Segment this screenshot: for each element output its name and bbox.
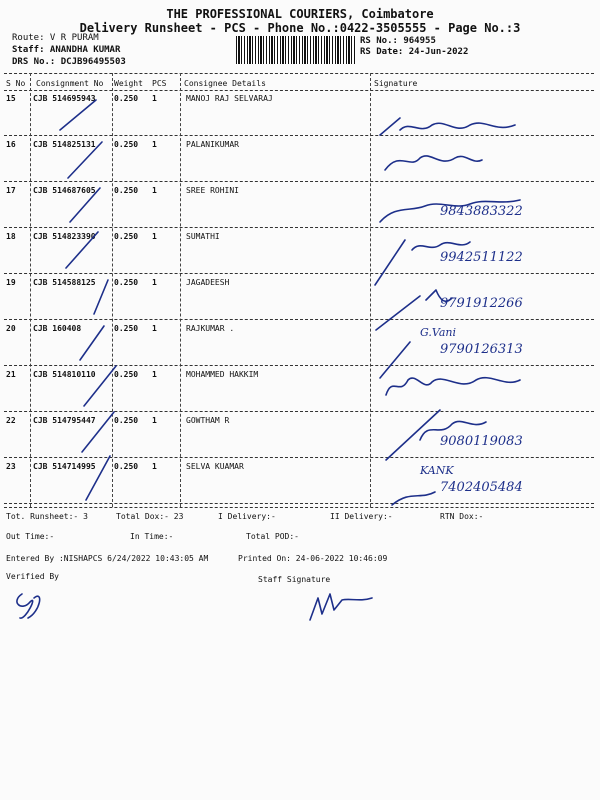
ii-delivery: II Delivery:-: [330, 512, 393, 521]
i-delivery: I Delivery:-: [218, 512, 276, 521]
row-sno: 19: [6, 278, 16, 287]
total-pod: Total POD:-: [246, 532, 299, 541]
entered-by: Entered By :NISHAPCS 6/24/2022 10:43:05 AM: [6, 554, 209, 563]
row-weight: 0.250: [114, 232, 139, 241]
row-consignment: CJB 514825131: [33, 140, 96, 149]
row-consignee: MOHAMMED HAKKIM: [186, 370, 259, 379]
row-sno: 17: [6, 186, 16, 195]
tick-mark: [70, 188, 100, 222]
row-sno: 15: [6, 94, 16, 103]
runsheet-subtitle: Delivery Runsheet - PCS - Phone No.:0422-3505555 - Page No.:3: [79, 21, 521, 35]
row-sno: 21: [6, 370, 16, 379]
row-consignment: CJB 514795447: [33, 416, 96, 425]
row-consignee: MANOJ RAJ SELVARAJ: [186, 94, 273, 103]
tick-mark: [66, 232, 98, 268]
row-pcs: 1: [152, 140, 157, 149]
row-sno: 23: [6, 462, 16, 471]
total-runsheet: Tot. Runsheet:- 3: [6, 512, 88, 521]
row-consignment: CJB 514810110: [33, 370, 96, 379]
total-dox: Total Dox:- 23: [116, 512, 184, 521]
row-sno: 20: [6, 324, 16, 333]
handwritten-signature-text: G.Vani: [420, 326, 456, 339]
handwritten-signature-text: KANK: [420, 464, 454, 477]
row-weight: 0.250: [114, 140, 139, 149]
row-weight: 0.250: [114, 186, 139, 195]
table-bottom-rule: [4, 507, 594, 508]
signature-16b: [385, 156, 482, 170]
printed-on: Printed On: 24-06-2022 10:46:09: [238, 554, 388, 563]
row-consignment: CJB 514687605: [33, 186, 96, 195]
out-time: Out Time:-: [6, 532, 55, 541]
row-consignee: SREE ROHINI: [186, 186, 239, 195]
handwritten-phone: 9080119083: [440, 434, 523, 449]
row-consignee: SELVA KUAMAR: [186, 462, 244, 471]
row-consignment: CJB 514714995: [33, 462, 96, 471]
row-sno: 18: [6, 232, 16, 241]
row-consignment: CJB 160408: [33, 324, 82, 333]
row-consignment: CJB 514588125: [33, 278, 96, 287]
col-header-pcs: PCS: [152, 79, 167, 88]
row-weight: 0.250: [114, 416, 139, 425]
signature-20: [380, 342, 410, 378]
handwritten-phone: 9843883322: [440, 204, 523, 219]
row-pcs: 1: [152, 370, 157, 379]
row-weight: 0.250: [114, 94, 139, 103]
tick-mark: [68, 142, 102, 178]
footer-signatures: [0, 580, 600, 700]
row-weight: 0.250: [114, 278, 139, 287]
row-weight: 0.250: [114, 370, 139, 379]
row-weight: 0.250: [114, 324, 139, 333]
col-header-sno: S No: [6, 79, 26, 88]
signature-21: [386, 378, 520, 395]
col-header-signature: Signature: [374, 79, 418, 88]
staff-label: Staff: ANANDHA KUMAR: [12, 45, 121, 55]
row-sno: 16: [6, 140, 16, 149]
route-label: Route: V R PURAM: [12, 33, 99, 43]
row-pcs: 1: [152, 462, 157, 471]
verifier-initials: [17, 594, 40, 618]
rs-number: RS No.: 964955: [360, 36, 436, 46]
tick-mark: [84, 366, 116, 406]
row-pcs: 1: [152, 186, 157, 195]
row-pcs: 1: [152, 416, 157, 425]
row-pcs: 1: [152, 324, 157, 333]
drs-number: DRS No.: DCJB96495503: [12, 57, 126, 67]
row-consignee: SUMATHI: [186, 232, 220, 241]
row-weight: 0.250: [114, 462, 139, 471]
tick-mark: [86, 456, 110, 500]
tick-mark: [82, 412, 114, 452]
row-consignment: CJB 514695943: [33, 94, 96, 103]
staff-signature-mark: [310, 594, 372, 620]
tick-mark: [60, 100, 96, 130]
row-pcs: 1: [152, 232, 157, 241]
rs-date: RS Date: 24-Jun-2022: [360, 47, 469, 57]
row-consignee: PALANIKUMAR: [186, 140, 239, 149]
company-title: THE PROFESSIONAL COURIERS, Coimbatore: [166, 7, 434, 21]
handwritten-phone: 7402405484: [440, 480, 523, 495]
tick-mark: [80, 326, 104, 360]
col-header-consignee: Consignee Details: [184, 79, 266, 88]
col-header-consignment: Consignment No: [36, 79, 104, 88]
row-consignee: RAJKUMAR .: [186, 324, 235, 333]
handwritten-phone: 9790126313: [440, 342, 523, 357]
signature-23: [392, 492, 435, 505]
verified-by-label: Verified By: [6, 572, 59, 581]
row-consignee: GOWTHAM R: [186, 416, 230, 425]
in-time: In Time:-: [130, 532, 174, 541]
row-pcs: 1: [152, 94, 157, 103]
tick-mark: [94, 280, 108, 314]
row-pcs: 1: [152, 278, 157, 287]
rtn-dox: RTN Dox:-: [440, 512, 484, 521]
row-consignment: CJB 514823390: [33, 232, 96, 241]
staff-signature-label: Staff Signature: [258, 575, 331, 584]
signature-16: [380, 118, 515, 135]
handwritten-phone: 9942511122: [440, 250, 523, 265]
row-consignee: JAGADEESH: [186, 278, 230, 287]
row-sno: 22: [6, 416, 16, 425]
handwritten-phone: 9791912266: [440, 296, 523, 311]
col-header-weight: Weight: [114, 79, 143, 88]
